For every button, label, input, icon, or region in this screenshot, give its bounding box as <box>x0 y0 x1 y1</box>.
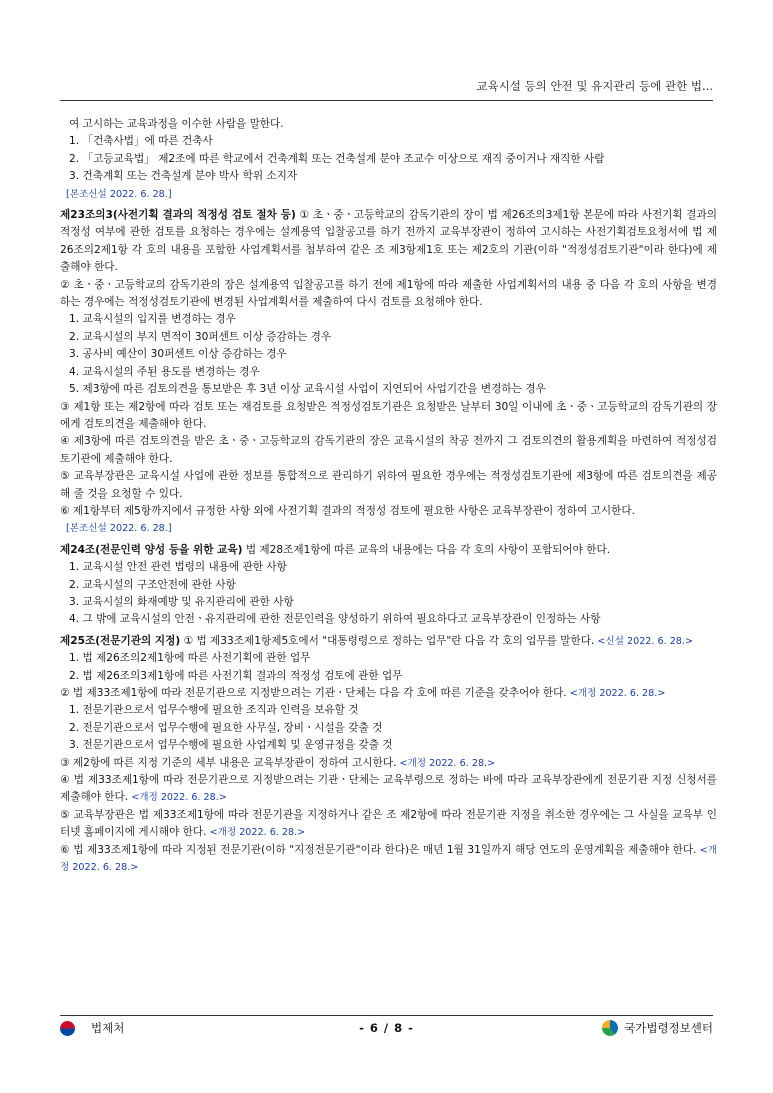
line-text: 4. 교육시설의 주된 용도를 변경하는 경우 <box>69 365 260 378</box>
line-text: 1. 법 제26조의2제1항에 따른 사전기획에 관한 업무 <box>69 652 311 665</box>
text-line <box>60 503 717 520</box>
text-line <box>60 594 717 611</box>
footer-rule <box>60 1015 713 1016</box>
amendment-note: <개정 2022. 6. 28.> <box>60 844 717 874</box>
line-text: ⑥ 제1항부터 제5항까지에서 규정한 사항 외에 사전기획 결과의 적정성 검토에 필요한 사항은 교육부장관이 정하여 고시한다. <box>60 504 635 517</box>
ministry-label: 법제처 <box>91 1021 125 1035</box>
text-line <box>60 737 717 754</box>
text-line <box>60 468 717 503</box>
text-line <box>60 668 717 685</box>
line-text: 3. 건축계획 또는 건축설계 분야 박사 학위 소지자 <box>69 170 298 183</box>
enactment-note <box>60 186 717 203</box>
line-text: 5. 제3항에 따른 검토의견을 통보받은 후 3년 이상 교육시설 사업이 지연되어 사업기간을 변경하는 경우 <box>69 383 546 396</box>
line-text: ③ 제1항 또는 제2항에 따라 검토 또는 재검토를 요청받은 적정성검토기관은 요청받은 날부터 30일 이내에 초ㆍ중ㆍ고등학교의 감독기관의 장에게 검토의견을 제출해야 한다. <box>60 400 717 430</box>
page-number: - 6 / 8 - <box>359 1021 414 1035</box>
footer-right <box>602 1020 713 1036</box>
amendment-note: <개정 2022. 6. 28.> <box>396 757 496 769</box>
text-line <box>60 842 717 877</box>
line-text: 1. 교육시설 안전 관련 법령의 내용에 관한 사항 <box>69 561 287 574</box>
line-text: 법 제28조제1항에 따른 교육의 내용에는 다음 각 호의 사항이 포함되어야 한다. <box>242 543 611 556</box>
amendment-note: <개정 2022. 6. 28.> <box>206 827 306 839</box>
text-line <box>60 702 717 719</box>
text-line <box>60 381 717 398</box>
running-header: 교육시설 등의 안전 및 유지관리 등에 관한 법... <box>476 79 713 93</box>
text-line <box>60 807 717 842</box>
line-text: 2. 교육시설의 부지 면적이 30퍼센트 이상 증감하는 경우 <box>69 330 332 343</box>
law-center-logo-icon <box>602 1020 618 1036</box>
line-text: 여 고시하는 교육과정을 이수한 사람을 말한다. <box>69 118 284 130</box>
line-text: 2. 「고등교육법」 제2조에 따른 학교에서 건축계획 또는 건축설계 분야 조교수 이상으로 재직 중이거나 재직한 사람 <box>69 152 605 165</box>
header-rule <box>60 100 713 101</box>
line-text: 1. 전문기관으로서 업무수행에 필요한 조직과 인력을 보유할 것 <box>69 704 359 717</box>
article-title: 제25조(전문기관의 지정) <box>60 634 181 647</box>
article-title: 제24조(전문인력 양성 등을 위한 교육) <box>60 543 243 556</box>
amendment-note: <신설 2022. 6. 28.> <box>594 635 693 647</box>
line-text: 1. 교육시설의 입지를 변경하는 경우 <box>69 313 236 326</box>
line-text: 4. 그 밖에 교육시설의 안전ㆍ유지관리에 관한 전문인력을 양성하기 위하여 필요하다고 교육부장관이 인정하는 사항 <box>69 613 601 626</box>
line-text: 3. 교육시설의 화재예방 및 유지관리에 관한 사항 <box>69 595 294 608</box>
text-line <box>60 364 717 381</box>
text-line <box>60 559 717 576</box>
line-text: 1. 「건축사법」에 따른 건축사 <box>69 135 213 148</box>
text-line <box>60 168 717 185</box>
enactment-note <box>60 520 717 537</box>
line-text: ⑥ 법 제33조제1항에 따라 지정된 전문기관(이하 "지정전문기관"이라 한다)은 매년 1월 31일까지 해당 연도의 운영계획을 제출해야 한다. <box>60 843 697 856</box>
line-text: ⑤ 교육부장관은 교육시설 사업에 관한 정보를 통합적으로 관리하기 위하여 필요한 경우에는 적정성검토기관에 제3항에 따른 검토의견을 제공해 줄 것을 요청할 수 있다. <box>60 470 717 500</box>
page-footer <box>60 1018 713 1040</box>
law-text-body <box>60 116 717 876</box>
text-line <box>60 151 717 168</box>
line-text: [본조신설 2022. 6. 28.] <box>66 188 172 200</box>
text-line <box>60 772 717 807</box>
line-text: ④ 제3항에 따른 검토의견을 받은 초ㆍ중ㆍ고등학교의 감독기관의 장은 교육시설의 착공 전까지 그 검토의견의 활용계획을 마련하여 적정성검토기관에 제출해야 한다. <box>60 435 717 465</box>
line-text: [본조신설 2022. 6. 28.] <box>66 523 172 535</box>
amendment-note: <개정 2022. 6. 28.> <box>566 688 666 699</box>
line-text: ① 법 제33조제1항제5호에서 "대통령령으로 정하는 업무"란 다음 각 호의 업무를 말한다. <box>180 634 595 647</box>
law-center-label: 국가법령정보센터 <box>624 1021 713 1035</box>
article-paragraph <box>60 542 717 559</box>
text-line <box>60 685 717 702</box>
text-line <box>60 399 717 434</box>
line-text: ⑤ 교육부장관은 법 제33조제1항에 따라 전문기관을 지정하거나 같은 조 제2항에 따라 전문기관 지정을 취소한 경우에는 그 사실을 교육부 인터넷 홈페이지에 게시해야 한다. <box>60 808 717 839</box>
text-line <box>60 133 717 150</box>
line-text: ③ 제2항에 따른 지정 기준의 세부 내용은 교육부장관이 정하여 고시한다. <box>60 756 397 769</box>
text-line <box>60 116 717 133</box>
amendment-note: <개정 2022. 6. 28.> <box>128 792 227 804</box>
text-line <box>60 755 717 772</box>
line-text: 3. 전문기관으로서 업무수행에 필요한 사업계획 및 운영규정을 갖출 것 <box>69 739 393 752</box>
line-text: ① 초ㆍ중ㆍ고등학교의 감독기관의 장이 법 제26조의3제1항 본문에 따라 사전기획 결과의 적정성 여부에 관한 검토를 요청하는 경우에는 설계용역 입찰공고를 하기 전까지 교육부장관이 정하여 고시하는 사전기획검토요청서에 법 제26조의2제1항 각 호의 내용을 포함한 사업계획서를 첨부하여 같은 조 제3항제1호 또는 제2호의 기관(이하 "적정성검토기관"이라 한다)에 제출해야 한다. <box>60 209 717 274</box>
text-line <box>60 329 717 346</box>
line-text: 2. 법 제26조의3제1항에 따른 사전기획 결과의 적정성 검토에 관한 업무 <box>69 669 403 682</box>
text-line <box>60 346 717 363</box>
article-paragraph <box>60 207 717 277</box>
line-text: 3. 공사비 예산이 30퍼센트 이상 증감하는 경우 <box>69 348 287 361</box>
article-title: 제23조의3(사전기획 결과의 적정성 검토 절차 등) <box>60 209 296 222</box>
text-line <box>60 650 717 667</box>
line-text: ④ 법 제33조제1항에 따라 전문기관으로 지정받으려는 기관ㆍ단체는 교육부령으로 정하는 바에 따라 교육부장관에게 전문기관 지정 신청서를 제출해야 한다. <box>60 774 717 804</box>
article-paragraph <box>60 633 717 650</box>
line-text: ② 초ㆍ중ㆍ고등학교의 감독기관의 장은 설계용역 입찰공고를 하기 전에 제1항에 따라 제출한 사업계획서의 내용 중 다음 각 호의 사항을 변경하는 경우에는 적정성검토기관에 변경된 사업계획서를 제출하여 다시 검토를 요청해야 한다. <box>60 278 717 309</box>
line-text: ② 법 제33조제1항에 따라 전문기관으로 지정받으려는 기관ㆍ단체는 다음 각 호에 따른 기준을 갖추어야 한다. <box>60 687 567 699</box>
line-text: 2. 교육시설의 구조안전에 관한 사항 <box>69 578 236 591</box>
text-line <box>60 311 717 328</box>
text-line <box>60 720 717 737</box>
text-line <box>60 611 717 628</box>
text-line <box>60 577 717 594</box>
line-text: 2. 전문기관으로서 업무수행에 필요한 사무실, 장비ㆍ시설을 갖출 것 <box>69 721 383 734</box>
text-line <box>60 277 717 312</box>
text-line <box>60 433 717 468</box>
